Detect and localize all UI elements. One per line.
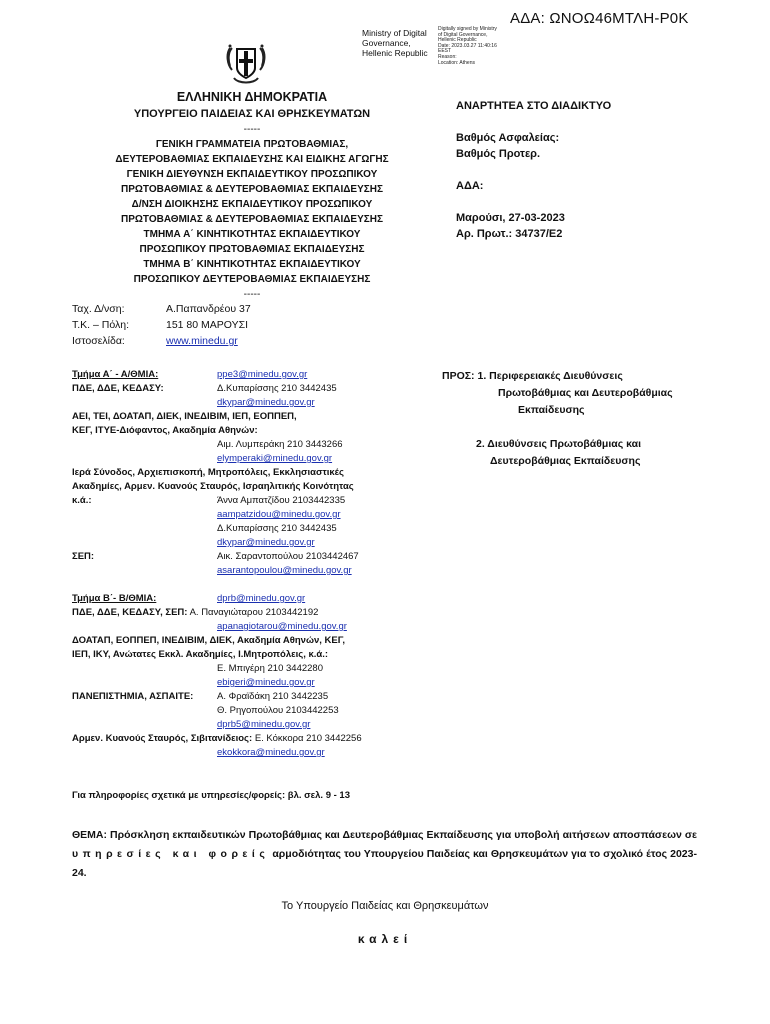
security-level: Βαθμός Ασφαλείας: [456, 132, 560, 144]
recipient-line: Πρωτοβάθμιας και Δευτεροβάθμιας [498, 387, 673, 399]
subject-spaced-text: υπηρεσίες και φορείς [72, 848, 270, 860]
contact-label: ΑΕΙ, ΤΕΙ, ΔΟΑΤΑΠ, ΔΙΕΚ, ΙΝΕΔΙΒΙΜ, ΙΕΠ, ΕΟΠΠΕΠ, [72, 411, 297, 422]
protocol-number: Αρ. Πρωτ.: 34737/Ε2 [456, 228, 563, 240]
contact-label: ΠΔΕ, ΔΔΕ, ΚΕΔΑΣΥ: [72, 383, 164, 394]
header-line: ΤΜΗΜΑ Β΄ ΚΙΝΗΤΙΚΟΤΗΤΑΣ ΕΚΠΑΙΔΕΥΤΙΚΟΥ [143, 259, 361, 270]
email-link[interactable]: dkypar@minedu.gov.gr [217, 397, 315, 408]
contact-label: ΠΑΝΕΠΙΣΤΗΜΙΑ, ΑΣΠΑΙΤΕ: [72, 691, 194, 702]
email-link[interactable]: elymperaki@minedu.gov.gr [217, 453, 333, 464]
header-separator: ----- [243, 289, 261, 300]
contact-label: ΚΕΓ, ΙΤΥΕ-Διόφαντος, Ακαδημία Αθηνών: [72, 425, 258, 436]
contact-label: ΣΕΠ: [72, 551, 95, 562]
contact-label: κ.ά.: [72, 495, 92, 506]
contact-name: Δ.Κυπαρίσσης 210 3442435 [217, 383, 337, 394]
republic-title: ΕΛΛΗΝΙΚΗ ΔΗΜΟΚΡΑΤΙΑ [176, 90, 328, 104]
section-b-title: Τμήμα Β΄- Β/ΘΜΙΑ: [72, 593, 157, 604]
email-link[interactable]: apanagiotarou@minedu.gov.gr [217, 621, 347, 632]
issuer-header [72, 88, 432, 302]
document-date: Μαρούσι, 27-03-2023 [456, 212, 565, 224]
contacts-block [72, 368, 442, 760]
header-line: ΠΡΟΣΩΠΙΚΟΥ ΔΕΥΤΕΡΟΒΑΘΜΙΑΣ ΕΚΠΑΙΔΕΥΣΗΣ [133, 274, 371, 285]
header-line: ΓΕΝΙΚΗ ΓΡΑΜΜΑΤΕΙΑ ΠΡΩΤΟΒΑΘΜΙΑΣ, [155, 139, 349, 150]
contact-name: Δ.Κυπαρίσσης 210 3442435 [217, 523, 337, 534]
contact-name: Αικ. Σαραντοπούλου 2103442467 [217, 551, 359, 562]
publish-notice: ΑΝΑΡΤΗΤΕΑ ΣΤΟ ΔΙΑΔΙΚΤΥΟ [456, 100, 612, 112]
email-link[interactable]: dprb@minedu.gov.gr [217, 593, 306, 604]
website-link[interactable]: www.minedu.gr [166, 335, 238, 347]
subject-text: αρμοδιότητας του Υπουργείου Παιδείας και Θρησκευμάτων για το σχολικό έτος 2023-24. [72, 848, 697, 879]
contact-name: Ε. Κόκκορα 210 3442256 [254, 733, 362, 744]
contact-label: ΔΟΑΤΑΠ, ΕΟΠΠΕΠ, ΙΝΕΔΙΒΙΜ, ΔΙΕΚ, Ακαδημία Αθηνών, ΚΕΓ, [72, 635, 346, 646]
subject-text: ΘΕΜΑ: Πρόσκληση εκπαιδευτικών Πρωτοβάθμιας και Δευτεροβάθμιας Εκπαίδευσης για υποβολή αιτήσεων αποσπάσεων σε [72, 829, 697, 841]
signature-left-line: Governance, [362, 38, 411, 48]
header-line: Δ/ΝΣΗ ΔΙΟΙΚΗΣΗΣ ΕΚΠΑΙΔΕΥΤΙΚΟΥ ΠΡΟΣΩΠΙΚΟΥ [131, 199, 373, 210]
contact-name: Ε. Μπιγέρη 210 3442280 [217, 663, 323, 674]
header-line: ΠΡΩΤΟΒΑΘΜΙΑΣ & ΔΕΥΤΕΡΟΒΑΘΜΙΑΣ ΕΚΠΑΙΔΕΥΣΗΣ [121, 184, 383, 195]
contact-name: Άννα Αμπατζίδου 2103442335 [217, 495, 346, 506]
email-link[interactable]: dprb5@minedu.gov.gr [217, 719, 311, 730]
header-line: ΠΡΩΤΟΒΑΘΜΙΑΣ & ΔΕΥΤΕΡΟΒΑΘΜΙΑΣ ΕΚΠΑΙΔΕΥΣΗΣ [121, 214, 383, 225]
city-label: Τ.Κ. – Πόλη: [72, 319, 130, 331]
street-value: Α.Παπανδρέου 37 [166, 303, 251, 315]
document-meta [456, 98, 611, 242]
header-line: ΤΜΗΜΑ Α΄ ΚΙΝΗΤΙΚΟΤΗΤΑΣ ΕΚΠΑΙΔΕΥΤΙΚΟΥ [143, 229, 361, 240]
signature-left-line: Ministry of Digital [362, 28, 427, 38]
email-link[interactable]: ppe3@minedu.gov.gr [217, 369, 308, 380]
email-link[interactable]: asarantopoulou@minedu.gov.gr [217, 565, 352, 576]
signature-label [362, 28, 428, 58]
priority-level: Βαθμός Προτερ. [456, 148, 541, 160]
info-line: Για πληροφορίες σχετικά με υπηρεσίες/φορείς: βλ. σελ. 9 - 13 [72, 790, 351, 801]
contact-label: Αρμεν. Κυανούς Σταυρός, Σιβιτανίδειος: [72, 733, 253, 744]
ministry-line: Το Υπουργείο Παιδείας και Θρησκευμάτων [281, 900, 489, 912]
header-line: ΓΕΝΙΚΗ ΔΙΕΥΘΥΝΣΗ ΕΚΠΑΙΔΕΥΤΙΚΟΥ ΠΡΟΣΩΠΙΚΟΥ [126, 169, 378, 180]
header-line: ΔΕΥΤΕΡΟΒΑΘΜΙΑΣ ΕΚΠΑΙΔΕΥΣΗΣ ΚΑΙ ΕΙΔΙΚΗΣ ΑΓΩΓΗΣ [115, 154, 389, 165]
signature-detail-line: Hellenic Republic [438, 37, 477, 44]
contact-name: Α. Παναγιώταρου 2103442192 [189, 607, 319, 618]
signature-detail-line: EEST [438, 48, 452, 55]
recipient-line: Εκπαίδευσης [518, 404, 585, 416]
section-a-title: Τμήμα Α΄ - Α/ΘΜΙΑ: [72, 369, 159, 380]
contact-name: Α. Φραϊδάκη 210 3442235 [217, 691, 329, 702]
contact-name: Θ. Ρηγοπούλου 2103442253 [217, 705, 339, 716]
city-value: 151 80 ΜΑΡΟΥΣΙ [166, 319, 249, 331]
website-label: Ιστοσελίδα: [72, 335, 125, 347]
email-link[interactable]: aampatzidou@minedu.gov.gr [217, 509, 341, 520]
signature-detail-line: Date: 2023.03.27 11:40:16 [438, 42, 497, 49]
recipient-line: 1. Περιφερειακές Διευθύνσεις [477, 370, 623, 382]
street-label: Ταχ. Δ/νση: [72, 303, 125, 315]
contact-label: ΠΔΕ, ΔΔΕ, ΚΕΔΑΣΥ, ΣΕΠ: [72, 607, 188, 618]
email-link[interactable]: dkypar@minedu.gov.gr [217, 537, 315, 548]
ada-label: ΑΔΑ: [456, 180, 484, 192]
ministry-title: ΥΠΟΥΡΓΕΙΟ ΠΑΙΔΕΙΑΣ ΚΑΙ ΘΡΗΣΚΕΥΜΑΤΩΝ [133, 108, 371, 120]
subject-paragraph [72, 826, 697, 883]
recipient-line: 2. Διευθύνσεις Πρωτοβάθμιας και [476, 438, 641, 450]
greek-coat-of-arms-icon [222, 40, 270, 88]
signature-detail-line: Digitally signed by Ministry [438, 26, 497, 32]
signature-detail-line: Reason: [438, 53, 457, 60]
invites-word: καλεί [357, 932, 413, 946]
contact-name: Αιμ. Λυμπεράκη 210 3443266 [217, 439, 343, 450]
contact-label: Ακαδημίες, Αρμεν. Κυανούς Σταυρός, Ισραηλιτικής Κοινότητας [72, 481, 354, 492]
ada-stamp: ΑΔΑ: ΩΝΟΩ46ΜΤΛΗ-Ρ0Κ [510, 10, 689, 27]
signature-left-line: Hellenic Republic [362, 48, 428, 58]
recipient-line: Δευτεροβάθμιας Εκπαίδευσης [490, 455, 641, 467]
contact-label: ΙΕΠ, ΙΚΥ, Ανώτατες Εκκλ. Ακαδημίες, Ι.Μητροπόλεις, κ.ά.: [72, 649, 329, 660]
signature-detail-line: Location: Athens [438, 59, 475, 66]
recipients-label: ΠΡΟΣ: [442, 370, 475, 382]
email-link[interactable]: ekokkora@minedu.gov.gr [217, 747, 325, 758]
email-link[interactable]: ebigeri@minedu.gov.gr [217, 677, 315, 688]
signature-details [438, 27, 497, 66]
signature-detail-line: of Digital Governance, [438, 31, 488, 38]
address-block [72, 301, 251, 349]
recipients-block [442, 368, 742, 470]
contact-label: Ιερά Σύνοδος, Αρχιεπισκοπή, Μητροπόλεις, Εκκλησιαστικές [72, 467, 344, 478]
header-separator: ----- [243, 124, 261, 135]
header-line: ΠΡΟΣΩΠΙΚΟΥ ΠΡΩΤΟΒΑΘΜΙΑΣ ΕΚΠΑΙΔΕΥΣΗΣ [139, 244, 365, 255]
